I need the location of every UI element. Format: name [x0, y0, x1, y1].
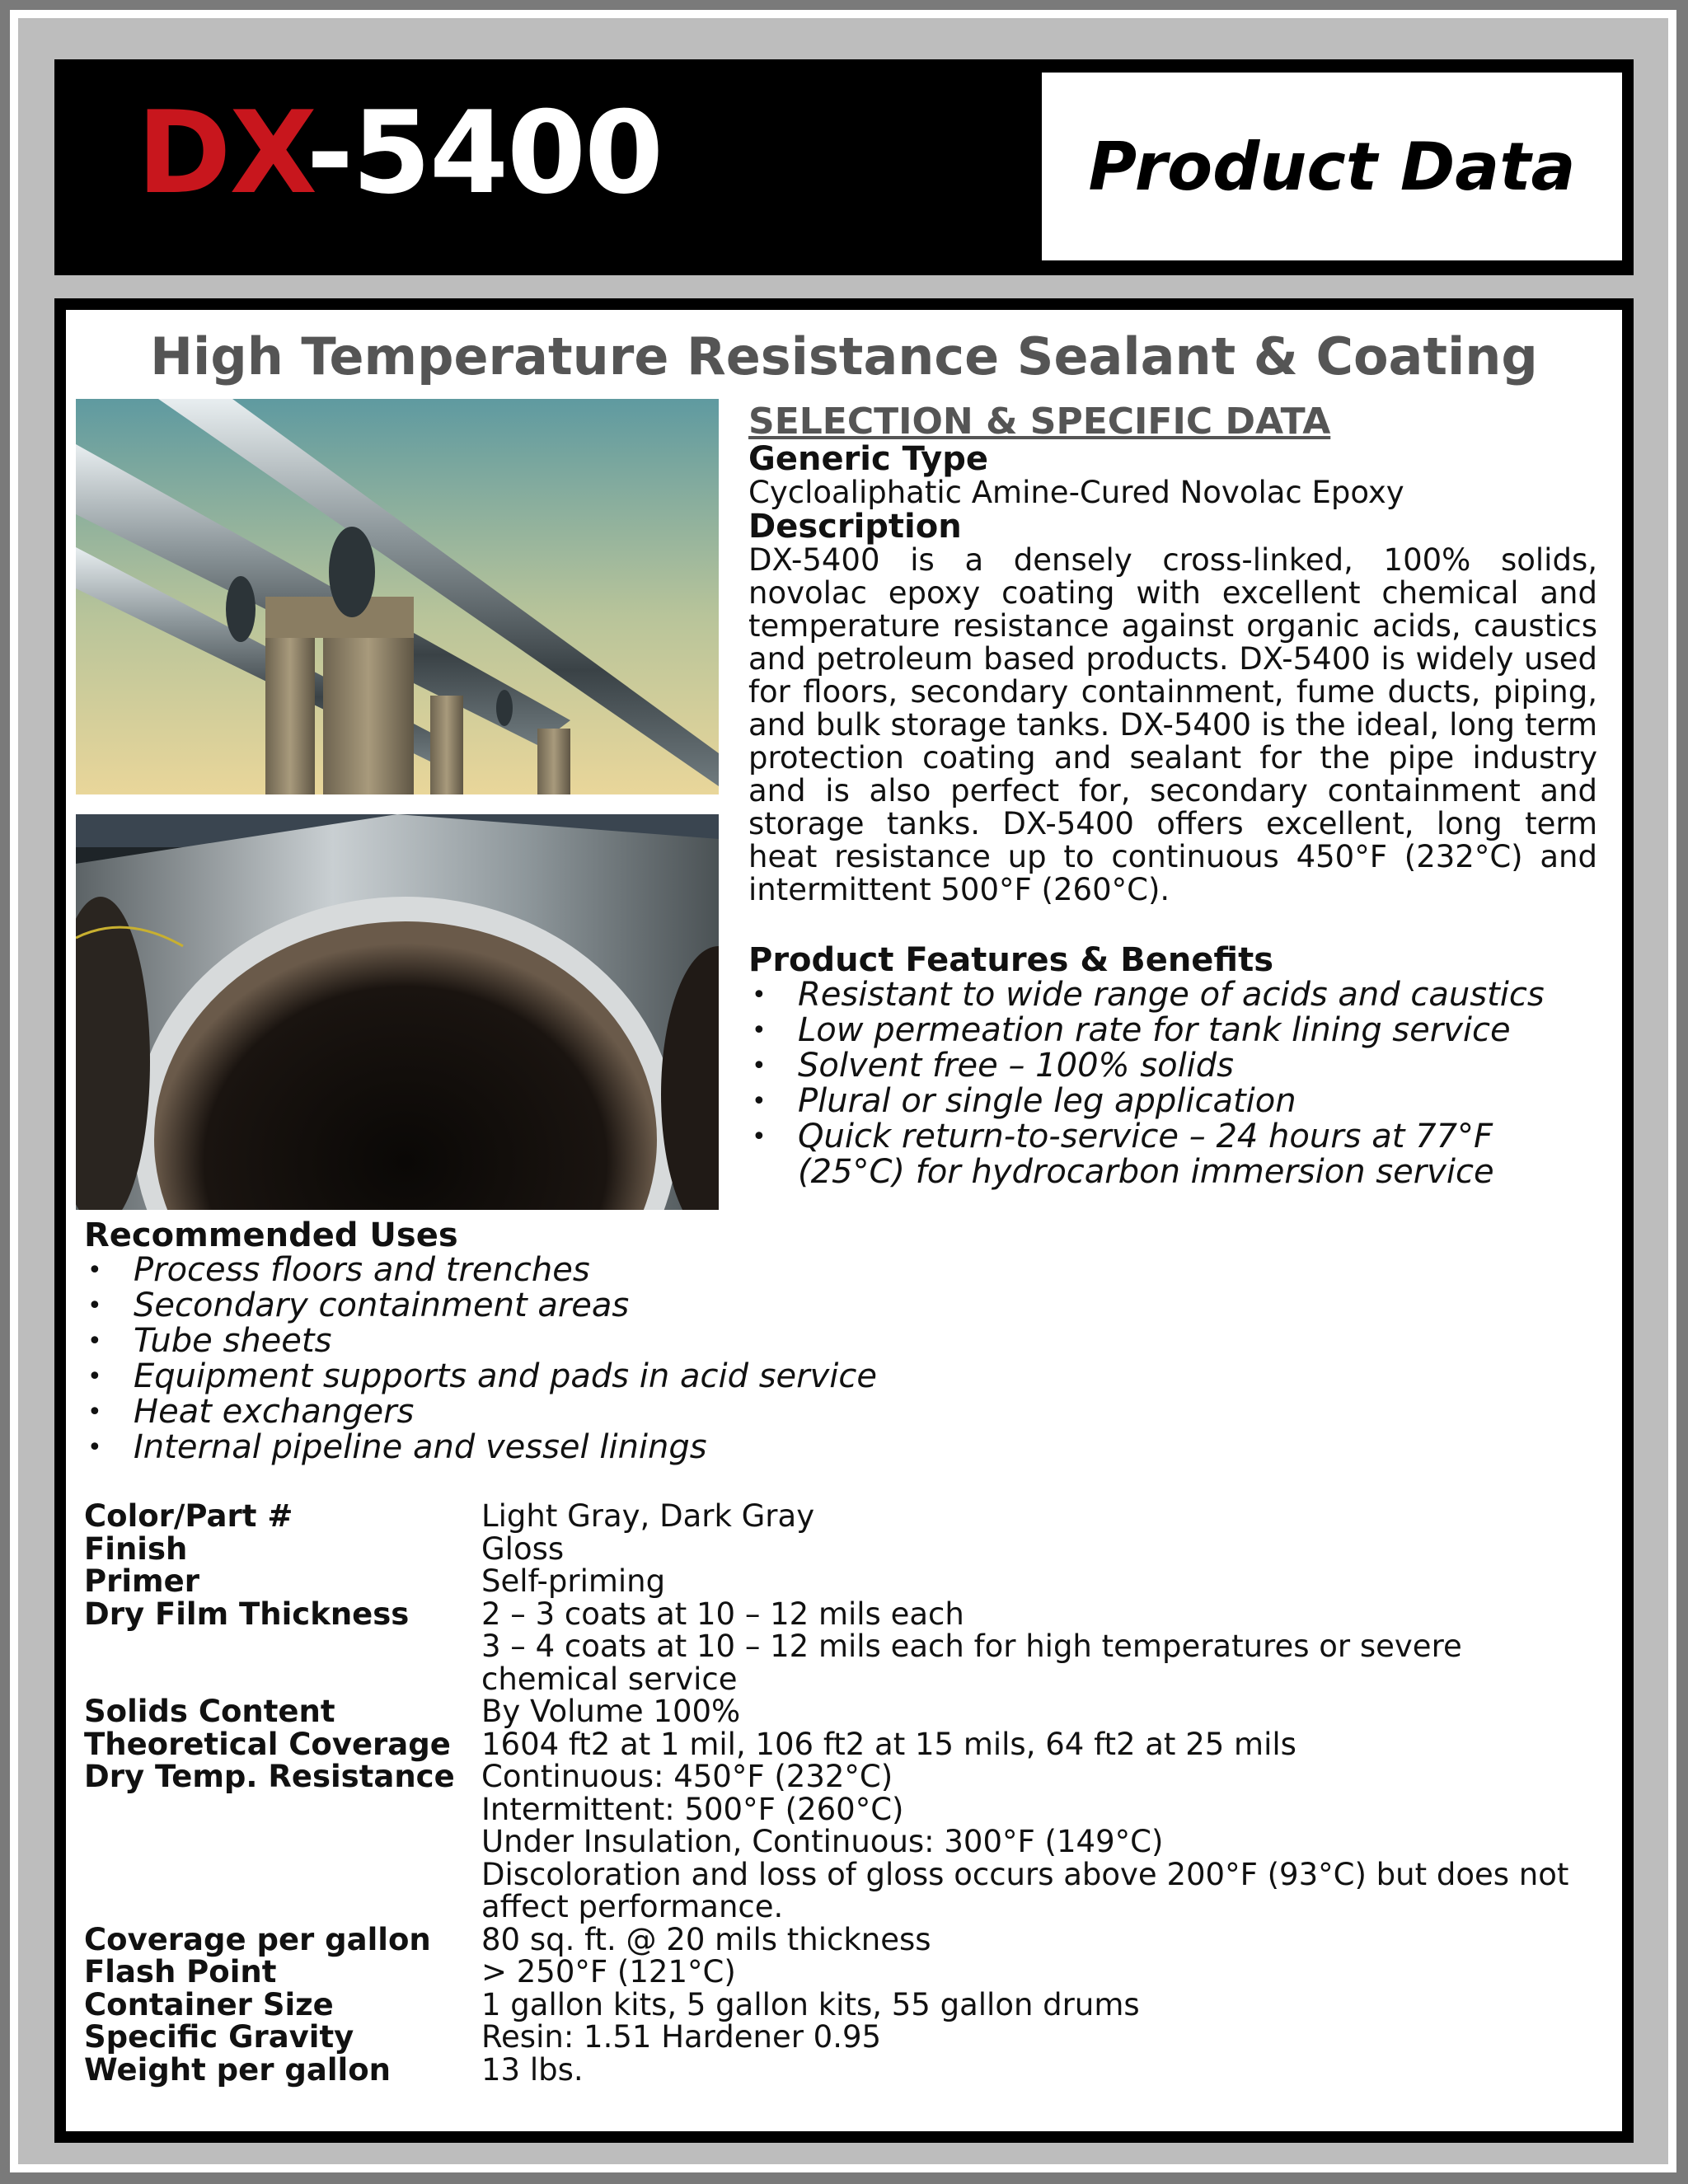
features-list [748, 977, 1597, 1190]
spec-value: > 250°F (121°C) [481, 1954, 736, 1990]
generic-type-label: Generic Type [748, 440, 989, 478]
spec-row [84, 1986, 1601, 2022]
list-item: • Low permeation rate for tank lining service [752, 1011, 1511, 1049]
product-code [137, 87, 663, 219]
elevated-pipeline-photo [76, 399, 719, 794]
spec-label: Specific Gravity [84, 2019, 354, 2055]
product-data-label: Product Data [1088, 128, 1576, 205]
product-data-box [1042, 73, 1622, 260]
header-bar [54, 59, 1634, 275]
spec-row [84, 1598, 1601, 1696]
list-item: • Internal pipeline and vessel linings [87, 1428, 707, 1466]
list-item: • Heat exchangers [87, 1393, 415, 1431]
spec-value: Intermittent: 500°F (260°C) [481, 1791, 904, 1827]
selection-section [748, 402, 1597, 1190]
use-text: Equipment supports and pads in acid service [134, 1357, 877, 1395]
list-item: • Quick return-to-service – 24 hours at 77°F (25°C) for hydrocarbon immersion service [752, 1118, 1494, 1191]
feature-text: Resistant to wide range of acids and caustics [798, 976, 1545, 1014]
large-steel-pipes-photo [76, 814, 719, 1210]
spec-label: Flash Point [84, 1954, 277, 1990]
spec-label: Primer [84, 1563, 199, 1599]
spec-row [84, 1695, 1601, 1728]
spec-value: Under Insulation, Continuous: 300°F (149°C) [481, 1824, 1164, 1859]
spec-label: Solids Content [84, 1694, 335, 1729]
spec-value: Discoloration and loss of gloss occurs above 200°F (93°C) but does not [481, 1856, 1569, 1892]
spec-row [84, 1760, 1601, 1924]
spec-label: Container Size [84, 1986, 334, 2022]
page-title: High Temperature Resistance Sealant & Coating [150, 326, 1538, 387]
spec-value: 3 – 4 coats at 10 – 12 mils each for high temperatures or severe [481, 1629, 1462, 1664]
spec-row [84, 1921, 1601, 1957]
description-text: DX-5400 is a densely cross-linked, 100% solids, novolac epoxy coating with excellent chemical and temperature resistance against organic acids, caustics and petroleum based products. DX-5400 is widely used for floors, secondary containment, fume ducts, piping, and bulk storage tanks. DX-5400 is the ideal, long term protection coating and sealant for the pipe industry and is also perfect for, secondary containment and storage tanks. DX-5400 offers excellent, long term heat resistance up to continuous 450°F (232°C) and intermittent 500°F (260°C). [748, 542, 1597, 907]
spec-value: 1 gallon kits, 5 gallon kits, 55 gallon drums [481, 1986, 1140, 2022]
spec-row [84, 1728, 1601, 1761]
feature-text: Solvent free – 100% solids [798, 1047, 1235, 1085]
use-text: Internal pipeline and vessel linings [134, 1428, 707, 1466]
main-content [66, 310, 1622, 2131]
spec-label: Coverage per gallon [84, 1921, 431, 1957]
spec-label: Theoretical Coverage [84, 1726, 451, 1762]
spec-value: 2 – 3 coats at 10 – 12 mils each [481, 1596, 964, 1632]
list-item: • Solvent free – 100% solids [752, 1047, 1235, 1085]
feature-text: Plural or single leg application [798, 1082, 1296, 1120]
spec-value: affect performance. [481, 1889, 784, 1924]
spec-value: 80 sq. ft. @ 20 mils thickness [481, 1921, 931, 1957]
use-text: Secondary containment areas [134, 1286, 630, 1324]
spec-value: Self-priming [481, 1563, 666, 1599]
spec-label: Dry Temp. Resistance [84, 1759, 455, 1794]
list-item: • Resistant to wide range of acids and caustics [752, 976, 1545, 1014]
product-code-prefix: DX [137, 87, 307, 219]
use-text: Process floors and trenches [134, 1251, 590, 1289]
description-label: Description [748, 508, 962, 546]
recommended-uses-section [84, 1218, 1601, 1465]
spec-value: Gloss [481, 1530, 565, 1567]
spec-value: 1604 ft2 at 1 mil, 106 ft2 at 15 mils, 64 ft2 at 25 mils [481, 1726, 1296, 1762]
spec-label: Dry Film Thickness [84, 1596, 410, 1632]
spec-value: chemical service [481, 1661, 738, 1697]
features-heading: Product Features & Benefits [748, 941, 1274, 979]
spec-value: By Volume 100% [481, 1694, 741, 1729]
generic-type-value: Cycloaliphatic Amine-Cured Novolac Epoxy [748, 475, 1404, 510]
spec-row [84, 1565, 1601, 1598]
spec-row [84, 1956, 1601, 1989]
use-text: Heat exchangers [134, 1393, 415, 1431]
feature-text: Quick return-to-service – 24 hours at 77°F (25°C) for hydrocarbon immersion service [798, 1118, 1494, 1191]
spec-table [84, 1500, 1601, 2086]
recommended-uses-heading: Recommended Uses [84, 1216, 458, 1254]
uses-list [84, 1253, 1601, 1465]
spec-row [84, 2051, 1601, 2088]
list-item: • Secondary containment areas [87, 1286, 630, 1324]
product-code-suffix: -5400 [306, 87, 663, 219]
list-item: • Equipment supports and pads in acid service [87, 1357, 877, 1395]
selection-heading: SELECTION & SPECIFIC DATA [748, 401, 1331, 443]
feature-text: Low permeation rate for tank lining service [798, 1011, 1511, 1049]
spec-label: Weight per gallon [84, 2051, 391, 2088]
spec-value: Continuous: 450°F (232°C) [481, 1759, 893, 1794]
spec-value: Resin: 1.51 Hardener 0.95 [481, 2019, 882, 2055]
spec-row [84, 1530, 1601, 1567]
list-item: • Process floors and trenches [87, 1251, 590, 1289]
use-text: Tube sheets [134, 1322, 332, 1360]
main-panel [54, 298, 1634, 2143]
spec-row [84, 1500, 1601, 1533]
spec-label: Color/Part # [84, 1498, 293, 1534]
list-item: • Plural or single leg application [752, 1082, 1296, 1120]
spec-label: Finish [84, 1530, 188, 1567]
list-item: • Tube sheets [87, 1322, 332, 1360]
spec-value: Light Gray, Dark Gray [481, 1498, 815, 1534]
spec-row [84, 2021, 1601, 2054]
spec-value: 13 lbs. [481, 2051, 584, 2088]
